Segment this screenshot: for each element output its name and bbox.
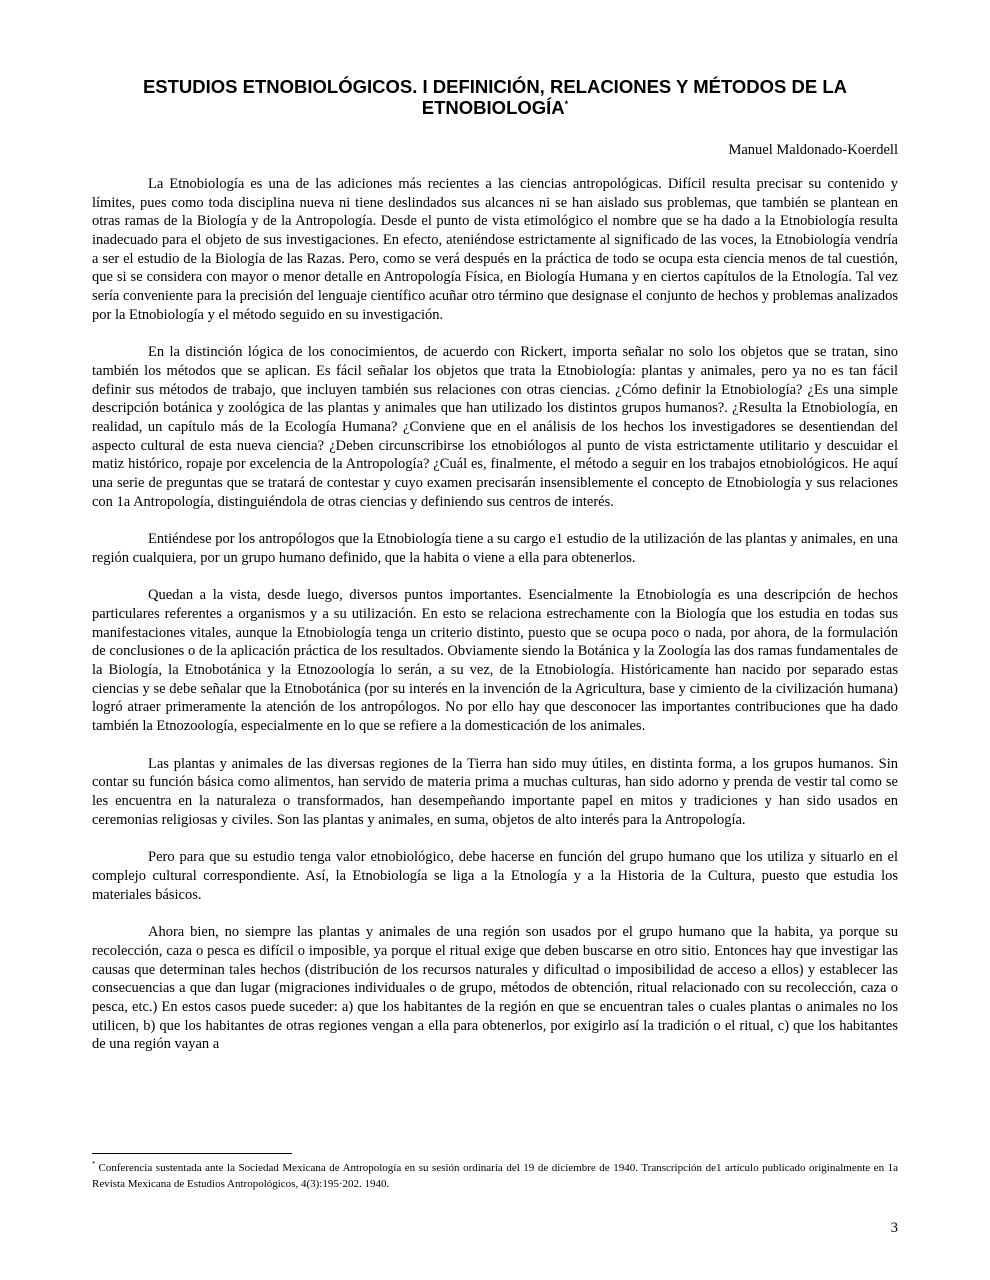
page-number: 3 — [890, 1220, 898, 1236]
paragraph-7: Ahora bien, no siempre las plantas y animales de una región son usados por el grupo humano que la habita, ya porque su recolección, caza o pesca es difícil o imposible, ya porque el ritual exige que deben buscarse en otro sitio. Entonces hay que investigar las causas que determinan tales hechos (distribución de los recursos naturales y dificultad o imposibilidad de acceso a ellos) y establecer las consecuencias a que dan lugar (migraciones individuales o de grupo, métodos de obtención, ritual relacionado con su recolección, caza o pesca, etc.) En estos casos puede suceder: a) que los habitantes de la región en que se encuentran tales o cuales plantas o animales no los utilicen, b) que los habitantes de otras regiones vengan a ella para obtenerlos, por exigirlo así la tradición o el ritual, c) que los habitantes de una región vayan a — [92, 924, 898, 1053]
paragraph-6: Pero para que su estudio tenga valor etnobiológico, debe hacerse en función del grupo humano que los utiliza y situarlo en el complejo cultural correspondiente. Así, la Etnobiología se liga a la Etnología y a la Historia de la Cultura, puesto que estudia los materiales básicos. — [92, 849, 898, 903]
document-page — [92, 76, 898, 1054]
paragraph-2: En la distinción lógica de los conocimientos, de acuerdo con Rickert, importa señalar no solo los objetos que se tratan, sino también los métodos que se aplican. Es fácil señalar los objetos que trata la Etnobiología: plantas y animales, pero ya no es tan fácil definir sus métodos de trabajo, que incluyen también sus relaciones con otras ciencias. ¿Cómo definir la Etnobiología? ¿Es una simple descripción botánica y zoológica de las plantas y animales que han utilizado los distintos grupos humanos?. ¿Resulta la Etnobiología, en realidad, un capítulo más de la Ecología Humana? ¿Conviene que en el análisis de los hechos los investigadores se desentiendan del aspecto cultural de esta nueva ciencia? ¿Deben circunscribirse los etnobiólogos al punto de vista estrictamente utilitario y descuidar el matiz histórico, ropaje por excelencia de la Antropología? ¿Cuál es, finalmente, el método a seguir en los trabajos etnobiológicos. He aquí una serie de preguntas que se tratará de contestar y cuyo examen precisarán insensiblemente el concepto de Etnobiología y sus relaciones con 1a Antropología, distinguiéndola de otras ciencias y definiendo sus centros de interés. — [92, 344, 898, 510]
document-title — [92, 76, 898, 118]
footnote — [92, 1160, 898, 1192]
paragraph-5: Las plantas y animales de las diversas regiones de la Tierra han sido muy útiles, en distinta forma, a los grupos humanos. Sin contar su función básica como alimentos, han servido de materia prima a muchas culturas, han sido adorno y prenda de vestir tal como se les encuentra en la naturaleza o transformados, han desempeñando importante papel en mitos y tradiciones y han sido usados en ceremonias religiosas y civiles. Son las plantas y animales, en suma, objetos de alto interés para la Antropología. — [92, 755, 898, 828]
paragraph-1: La Etnobiología es una de las adiciones más recientes a las ciencias antropológicas. Difícil resulta precisar su contenido y límites, pues como toda disciplina nueva ni tiene deslindados sus alcances ni se han aislado sus problemas, que también se plantean en otras ramas de la Biología y de la Antropología. Desde el punto de vista etimológico el nombre que se ha dado a la Etnobiología resulta inadecuado para el objeto de sus investigaciones. En efecto, ateniéndose estrictamente al significado de las voces, la Etnobiología vendría a ser el estudio de la Biología de las Razas. Pero, como se verá después en la práctica de todo se ocupa esta ciencia menos de tal cuestión, que si se considera con mayor o menor detalle en Antropología Física, en Biología Humana y en ciertos capítulos de la Etnología. Tal vez sería conveniente para la precisión del lenguaje científico acuñar otro término que designase el conjunto de hechos y problemas analizados por la Etnobiología y el método seguido en su investigación. — [92, 176, 898, 323]
footnote-text: Conferencia sustentada ante la Sociedad Mexicana de Antropología en su sesión ordinaria del 19 de diciembre de 1940. Transcripción de1 artículo publicado originalmente en 1a Revista Mexicana de Estudios Antropológicos, 4(3):195·202. 1940. — [92, 1162, 898, 1190]
paragraph-4: Quedan a la vista, desde luego, diversos puntos importantes. Esencialmente la Etnobiología es una descripción de hechos particulares referentes a organismos y a su utilización. En esto se relaciona estrechamente con la Biología que los estudia en todas sus manifestaciones vitales, aunque la Etnobiología tenga un criterio distinto, puesto que se ocupa poco o nada, por ahora, de la formulación de conclusiones o de la aplicación práctica de los resultados. Obviamente siendo la Botánica y la Zoología las dos ramas fundamentales de la Biología, la Etnobotánica y la Etnozoología lo serán, a su vez, de la Etnobiología. Históricamente han nacido por separado estas ciencias y se debe señalar que la Etnobotánica (por su interés en la invención de la Agricultura, base y cimiento de la civilización humana) logró atraer primeramente la atención de los antropólogos. No por ello hay que desconocer las importantes contribuciones que ha dado también la Etnozoología, especialmente en lo que se refiere a la domesticación de los animales. — [92, 587, 898, 735]
footnote-marker: * — [92, 1160, 96, 1169]
footnote-divider — [92, 1153, 292, 1154]
author-name: Manuel Maldonado-Koerdell — [728, 142, 898, 158]
document-title-text: ESTUDIOS ETNOBIOLÓGICOS. I DEFINICIÓN, RELACIONES Y MÉTODOS DE LA ETNOBIOLOGÍA — [142, 76, 848, 118]
paragraph-3: Entiéndese por los antropólogos que la Etnobiología tiene a su cargo e1 estudio de la utilización de las plantas y animales, en una región cualquiera, por un grupo humano definido, que la habita o viene a ella para obtenerlos. — [92, 531, 898, 566]
body-text — [92, 175, 898, 1054]
title-footnote-marker[interactable]: * — [564, 98, 569, 109]
